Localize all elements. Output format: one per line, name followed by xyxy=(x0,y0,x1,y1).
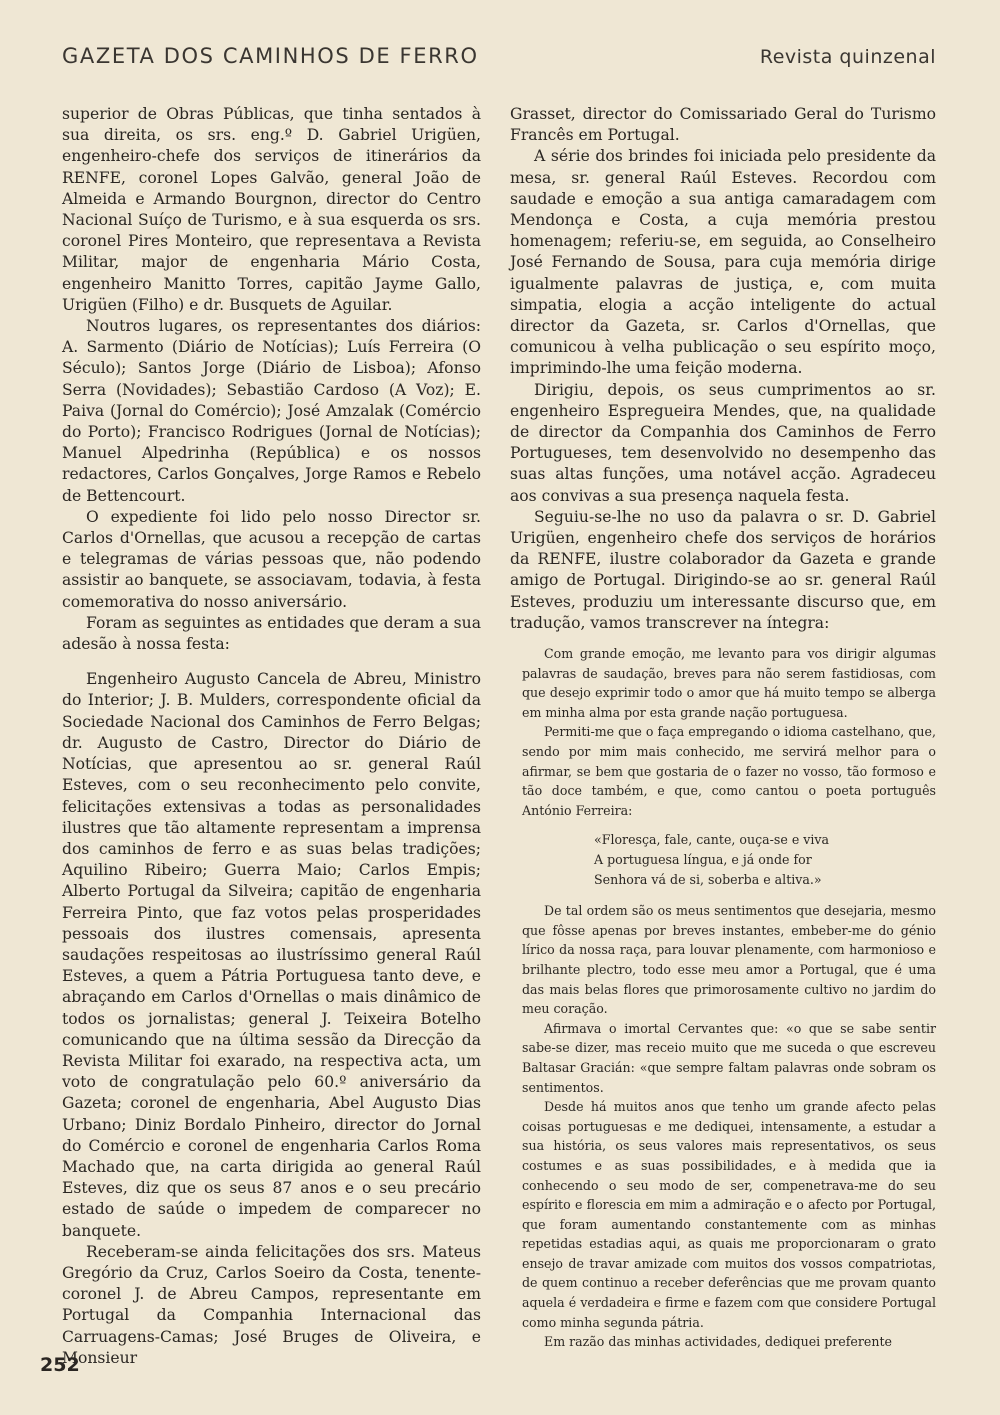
quote-paragraph: Em razão das minhas actividades, dediquei preferente xyxy=(544,1334,892,1350)
journal-subtitle: Revista quinzenal xyxy=(759,46,936,68)
running-header xyxy=(62,44,936,68)
poem-verse xyxy=(594,830,936,889)
paragraph: Seguiu-se-lhe no uso da palavra o sr. D. Gabriel Urigüen, engenheiro chefe dos serviços de horários da RENFE, ilustre colaborador da Gazeta e grande amigo de Portugal. Dirigindo-se ao sr. general Raúl Esteves, produziu um interessante discurso que, em tradução, vamos transcrever na íntegra: xyxy=(510,507,936,632)
quote-paragraph: Permiti-me que o faça empregando o idioma castelhano, que, sendo por mim mais conhecido, me servirá melhor para o afirmar, se bem que gostaria de o fazer no vosso, tão formoso e tão doce também, e que, como cantou o poeta português António Ferreira: xyxy=(522,724,936,818)
quote-paragraph: Afirmava o imortal Cervantes que: «o que se sabe sentir sabe-se dizer, mas receio muito que me suceda o que escreveu Baltasar Gracián: «que sempre faltam palavras onde sobram os sentimentos. xyxy=(522,1020,936,1095)
quote-paragraph: Desde há muitos anos que tenho um grande afecto pelas coisas portuguesas e me dediquei, intensamente, a estudar a sua história, os seus valores mais representativos, os seus costumes e as suas possibilidades, e à medida que ia conhecendo o seu modo de ser, compenetrava-me do seu espírito e florescia em mim a admiração e o afecto por Portugal, que foram aumentando constantemente com as minhas repetidas estadias aqui, as quais me proporcionaram o grato ensejo de travar amizade com muitos dos vossos compatriotas, de quem continuo a receber deferências que me provam quanto aquela é verdadeira e firme e fazem com que considere Portugal como minha segunda pátria. xyxy=(522,1099,936,1330)
journal-title: GAZETA DOS CAMINHOS DE FERRO xyxy=(62,44,479,68)
quote-paragraph: De tal ordem são os meus sentimentos que desejaria, mesmo que fôsse apenas por breves instantes, embeber-me do génio lírico da nossa raça, para louvar plenamente, com harmonioso e brilhante plectro, todo esse meu amor a Portugal, que é uma das mais belas flores que primorosamente cultivo no jardim do meu coração. xyxy=(522,903,936,1017)
paragraph: Receberam-se ainda felicitações dos srs. Mateus Gregório da Cruz, Carlos Soeiro da Costa, tenente-coronel J. de Abreu Campos, representante em Portugal da Companhia Internacional das Carruagens-Camas; José Bruges de Oliveira, e Monsieur xyxy=(62,1242,481,1367)
left-column xyxy=(62,104,481,1369)
page-number: 252 xyxy=(40,1354,80,1376)
paragraph: Noutros lugares, os representantes dos diários: A. Sarmento (Diário de Notícias); Luís Ferreira (O Século); Santos Jorge (Diário de Lisboa); Afonso Serra (Novidades); Sebastião Cardoso (A Voz); E. Paiva (Jornal do Comércio); José Amzalak (Comércio do Porto); Francisco Rodrigues (Jornal de Notícias); Manuel Alpedrinha (República) e os nossos redactores, Carlos Gonçalves, Jorge Ramos e Rebelo de Bettencourt. xyxy=(62,317,481,505)
paragraph: Dirigiu, depois, os seus cumprimentos ao sr. engenheiro Espregueira Mendes, que, na qualidade de director da Companhia dos Caminhos de Ferro Portugueses, tem desenvolvido no desempenho das suas altas funções, uma notável acção. Agradeceu aos convivas a sua presença naquela festa. xyxy=(510,380,936,505)
paragraph: superior de Obras Públicas, que tinha sentados à sua direita, os srs. eng.º D. Gabriel Urigüen, engenheiro-chefe dos serviços de itinerários da RENFE, coronel Lopes Galvão, general João de Almeida e Armando Bourgnon, director do Centro Nacional Suíço de Turismo, e à sua esquerda os srs. coronel Pires Monteiro, que representava a Revista Militar, major de engenharia Mário Costa, engenheiro Manitto Torres, capitão Jayme Gallo, Urigüen (Filho) e dr. Busquets de Aguilar. xyxy=(62,105,481,314)
paragraph: A série dos brindes foi iniciada pelo presidente da mesa, sr. general Raúl Esteves. Recordou com saudade e emoção a sua antiga camaradagem com Mendonça e Costa, a cuja memória prestou homenagem; referiu-se, em seguida, ao Conselheiro José Fernando de Sousa, para cuja memória dirige igualmente palavras de justiça, e, com muita simpatia, elogia a acção inteligente do actual director da Gazeta, sr. Carlos d'Ornellas, que comunicou à velha publicação o seu espírito moço, imprimindo-lhe uma feição moderna. xyxy=(510,147,936,378)
verse-line: Senhora vá de si, soberba e altiva.» xyxy=(594,871,822,887)
quote-paragraph: Com grande emoção, me levanto para vos dirigir algumas palavras de saudação, breves para não serem fastidiosas, com que desejo exprimir todo o amor que há muito tempo se alberga em minha alma por esta grande nação portuguesa. xyxy=(522,646,936,720)
paragraph: Engenheiro Augusto Cancela de Abreu, Ministro do Interior; J. B. Mulders, correspondente oficial da Sociedade Nacional dos Caminhos de Ferro Belgas; dr. Augusto de Castro, Director do Diário de Notícias, que apresentou ao sr. general Raúl Esteves, com o seu reconhecimento pelo convite, felicitações extensivas a todas as personalidades ilustres que tão altamente representam a imprensa dos caminhos de ferro e as suas belas tradições; Aquilino Ribeiro; Guerra Maio; Carlos Empis; Alberto Portugal da Silveira; capitão de engenharia Ferreira Pinto, que faz votos pelas prosperidades pessoais dos ilustres comensais, apresenta saudações respeitosas ao ilustríssimo general Raúl Esteves, a quem a Pátria Portuguesa tanto deve, e abraçando em Carlos d'Ornellas o mais dinâmico de todos os jornalistas; general J. Teixeira Botelho comunicando que na última sessão da Direcção da Revista Militar foi exarado, na respectiva acta, um voto de congratulação pelo 60.º aniversário da Gazeta; coronel de engenharia, Abel Augusto Dias Urbano; Diniz Bordalo Pinheiro, director do Jornal do Comércio e coronel de engenharia Carlos Roma Machado que, na carta dirigida ao general Raúl Esteves, diz que os seus 87 anos e o seu precário estado de saúde o impedem de comparecer no banquete. xyxy=(62,670,481,1240)
speech-quote xyxy=(522,644,936,1352)
paragraph: O expediente foi lido pelo nosso Director sr. Carlos d'Ornellas, que acusou a recepção de cartas e telegramas de várias pessoas que, não podendo assistir ao banquete, se associavam, todavia, à festa comemorativa do nosso aniversário. xyxy=(62,507,481,611)
paragraph: Foram as seguintes as entidades que deram a sua adesão à nossa festa: xyxy=(62,613,481,654)
right-column xyxy=(510,104,936,1352)
verse-line: A portuguesa língua, e já onde for xyxy=(594,852,812,868)
verse-line: «Floresça, fale, cante, ouça-se e viva xyxy=(594,832,830,848)
paragraph: Grasset, director do Comissariado Geral do Turismo Francês em Portugal. xyxy=(510,105,936,145)
